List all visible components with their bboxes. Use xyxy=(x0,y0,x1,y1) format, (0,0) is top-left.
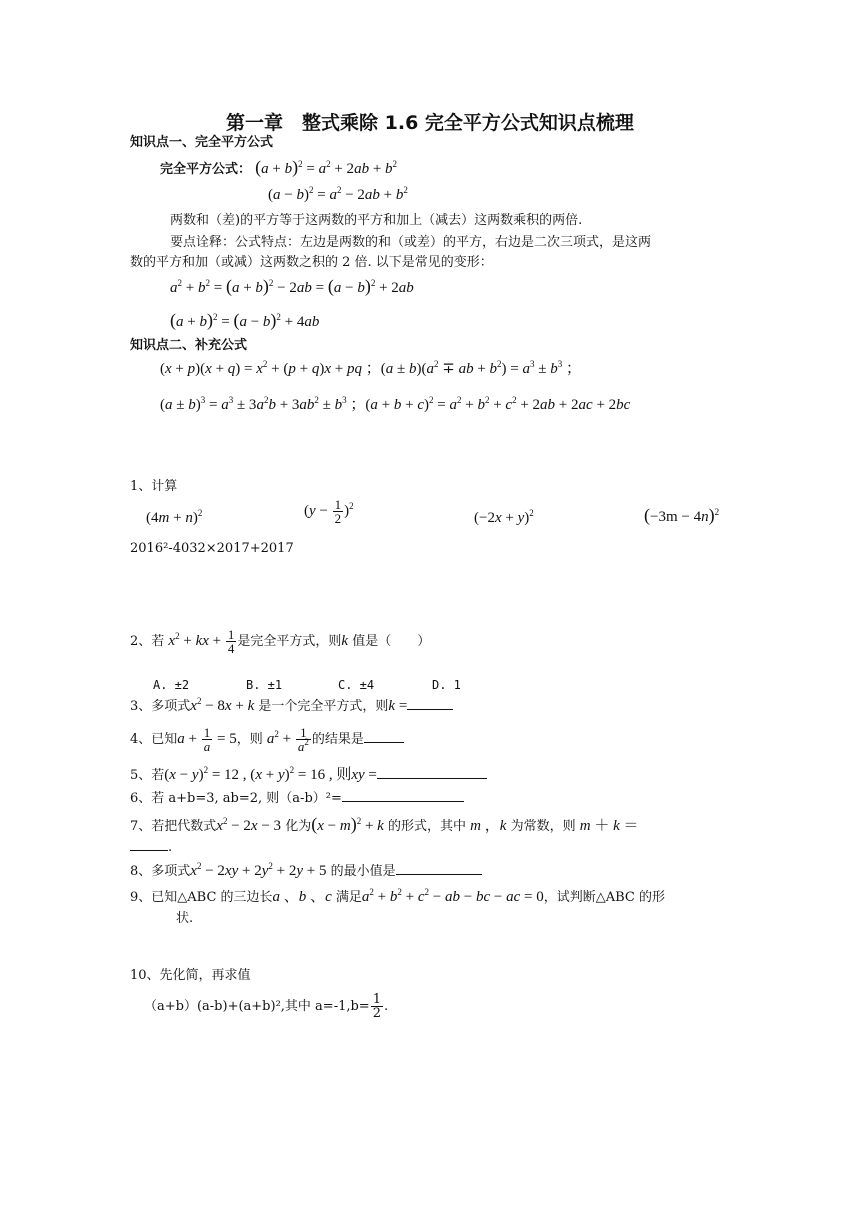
q1-expr-c: $(-2x + y)^2$ xyxy=(474,508,534,526)
section1-note-line2: 数的平方和加（或减）这两数之积的 2 倍. 以下是常见的变形： xyxy=(130,255,493,270)
formula-variant-2: $(a + b)^2 = (a - b)^2 + 4ab$ xyxy=(170,310,320,330)
q1-extra: 2016²-4032×2017+2017 xyxy=(130,541,294,556)
section1-heading: 知识点一、完全平方公式 xyxy=(130,135,274,150)
q1-expr-a: $(4m + n)^2$ xyxy=(146,508,203,526)
q2-option-a: A. ±2 xyxy=(153,678,190,692)
formula-square-diff: $(a - b)^2 = a^2 - 2ab + b^2$ xyxy=(268,185,408,203)
q2-option-b: B. ±1 xyxy=(246,678,283,692)
formula-supplement-1: $(x + p)(x + q) = x^2 + (p + q)x$ + pq ；$(a \pm b)(a^2$ ∓ ab + $b^2) = a^3 \pm b^3$ ； xyxy=(160,359,581,377)
section1-desc: 两数和（差)的平方等于这两数的平方和加上（减去）这两数乘积的两倍. xyxy=(170,213,583,228)
formula-variant-1: $a^2 + b^2 = (a + b)^2 - 2ab = (a - b)^2 + 2ab$ xyxy=(170,276,414,296)
q10-expr: （a+b）(a-b)+(a+b)²,其中 a=-1,b= $\frac{1}{2}$ . xyxy=(144,992,389,1021)
q7-blank: . xyxy=(130,838,172,857)
q4-line: 4、已知a + $\frac{1}{a}$ = 5，则 $a^2$ + $\frac{1}{a^2}$ 的结果是 xyxy=(130,726,404,753)
q1-expr-b: (y − $\frac{1}{2}$ )$^2$ xyxy=(304,497,354,526)
q10-label: 10、先化简，再求值 xyxy=(130,968,251,983)
page-title: 第一章 整式乘除 1.6 完全平方公式知识点梳理 xyxy=(226,112,634,134)
q2-line: 2、若 $x^2$ + kx + $\frac{1}{4}$ 是完全平方式，则k 值是（ ） xyxy=(130,627,431,656)
q9-line: 9、已知△ABC 的三边长a 、b 、c 满足$a^2 + b^2 + c^2$ − ab − bc − ac = 0，试判断△ABC 的形 xyxy=(130,887,665,905)
q9-line2: 状. xyxy=(176,911,194,926)
q1-label: 1、计算 xyxy=(130,479,178,494)
section1-note-line1: 要点诠释：公式特点：左边是两数的和（或差）的平方，右边是二次三项式，是这两 xyxy=(170,235,652,250)
q7-line: 7、若把代数式$x^2 - 2x - 3$ 化为$(x - m)^2 + k$ 的形式，其中 m ，k 为常数，则 m ＋ k ＝ xyxy=(130,814,639,834)
q2-option-d: D. 1 xyxy=(432,678,461,692)
q1-expr-d: $(-3m - 4n)^2$ xyxy=(644,505,720,525)
formula-square-sum: 完全平方公式： $(a + b)^2 = a^2 + 2ab + b^2$ xyxy=(160,157,398,177)
q5-line: 5、若$(x - y)^2 = 12$ , $(x + y)^2 = 16$ , 则xy = xyxy=(130,766,487,785)
section2-heading: 知识点二、补充公式 xyxy=(130,338,248,353)
q3-line: 3、多项式$x^2 - 8x + k$ 是一个完全平方式，则k = xyxy=(130,697,453,716)
q8-line: 8、多项式$x^2 - 2xy + 2y^2 + 2y + 5$ 的最小值是 xyxy=(130,862,482,881)
formula-supplement-2: $(a \pm b)^3 = a^3 \pm 3a^2b + 3ab^2 \pm b^3$ ；$(a + b + c)^2 = a^2 + b^2 + c^2 + 2ab + 2ac + 2bc$ xyxy=(160,395,631,413)
q2-option-c: C. ±4 xyxy=(338,678,375,692)
q6-line: 6、若 a+b=3, ab=2, 则（a-b）²= xyxy=(130,789,464,808)
